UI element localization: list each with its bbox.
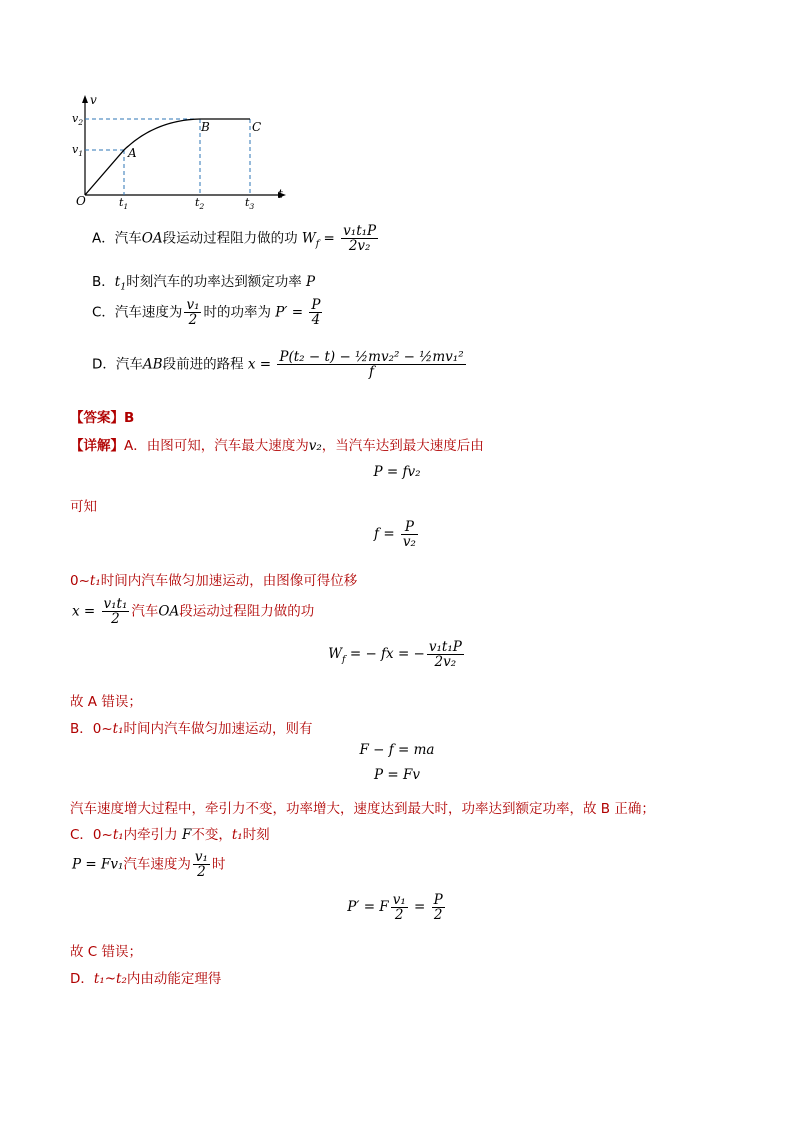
- graph-label-t3: $t_3$: [245, 196, 255, 212]
- graph-axis-v: v: [90, 93, 97, 107]
- explain-0t1-line: 0~t₁时间内汽车做匀加速运动，由图像可得位移: [70, 573, 358, 589]
- option-d: D．汽车AB段前进的路程 x = $\frac{\text{P(t₂ − t) − ½mv₂² − ½mv₁²}}{f}$: [92, 349, 464, 381]
- graph-label-t2: $t_2$: [195, 196, 205, 212]
- graph-axis-t: t: [278, 187, 283, 201]
- kezhi-text: 可知: [70, 499, 97, 515]
- velocity-curve: [85, 119, 250, 195]
- equation-f: f = $\frac{P}{\text{v₂}}$: [374, 519, 416, 551]
- explain-b-line: B．0~t₁时间内汽车做匀加速运动，则有: [70, 721, 313, 737]
- explain-c-line: C．0~t₁内牵引力 F不变，t₁时刻: [70, 827, 270, 843]
- graph-point-a: A: [128, 146, 137, 160]
- graph-label-v1: $v_1$: [72, 143, 84, 159]
- equation-p-prime: P′ = F $\frac{\text{v₁}}{2}$ = $\frac{P}{2}$: [347, 892, 443, 924]
- answer-label: 【答案】B: [70, 410, 135, 426]
- option-a: A．汽车OA段运动过程阻力做的功 $W_f$ = $\frac{\text{v₁t₁P}}{\text{2v₂}}$: [92, 223, 377, 255]
- option-b: B．$t_1$时刻汽车的功率达到额定功率 P: [92, 274, 316, 293]
- graph-label-v2: $v_2$: [72, 112, 84, 128]
- explain-b-conclusion: 汽车速度增大过程中，牵引力不变，功率增大，速度达到最大时，功率达到额定功率，故 B 正确；: [70, 801, 655, 817]
- equation-wf: $W_f$ = − fx = − $\frac{\text{v₁t₁P}}{\text{2v₂}}$: [328, 639, 462, 671]
- equation-newton: F − f = ma: [359, 742, 435, 758]
- explain-d-line: D．t₁~t₂内由动能定理得: [70, 971, 222, 987]
- graph-origin: O: [76, 194, 86, 208]
- option-a-fraction: $\frac{\text{v₁t₁P}}{\text{2v₂}}$: [343, 223, 377, 255]
- explain-c2-line: P = Fv₁汽车速度为 $\frac{\text{v₁}}{2}$ 时: [72, 849, 226, 881]
- graph-point-b: B: [201, 120, 210, 134]
- explain-a-line: 【详解】A．由图可知，汽车最大速度为v₂，当汽车达到最大速度后由: [70, 438, 484, 454]
- graph-point-c: C: [252, 120, 262, 134]
- equation-p-fv2: P = fv₂: [373, 464, 421, 480]
- v-axis-arrow: [82, 95, 88, 103]
- conclusion-a: 故 A 错误；: [70, 694, 142, 710]
- conclusion-c: 故 C 错误；: [70, 944, 143, 960]
- explain-x-line: x = $\frac{\text{v₁t₁}}{2}$ 汽车OA段运动过程阻力做的功: [72, 596, 315, 628]
- v-t-graph: [60, 92, 290, 214]
- option-c: C．汽车速度为 $\frac{\text{v₁}}{2}$ 时的功率为 P′ = $\frac{P}{4}$: [92, 297, 321, 329]
- equation-p-fv: P = Fv: [374, 767, 420, 783]
- graph-label-t1: $t_1$: [119, 196, 129, 212]
